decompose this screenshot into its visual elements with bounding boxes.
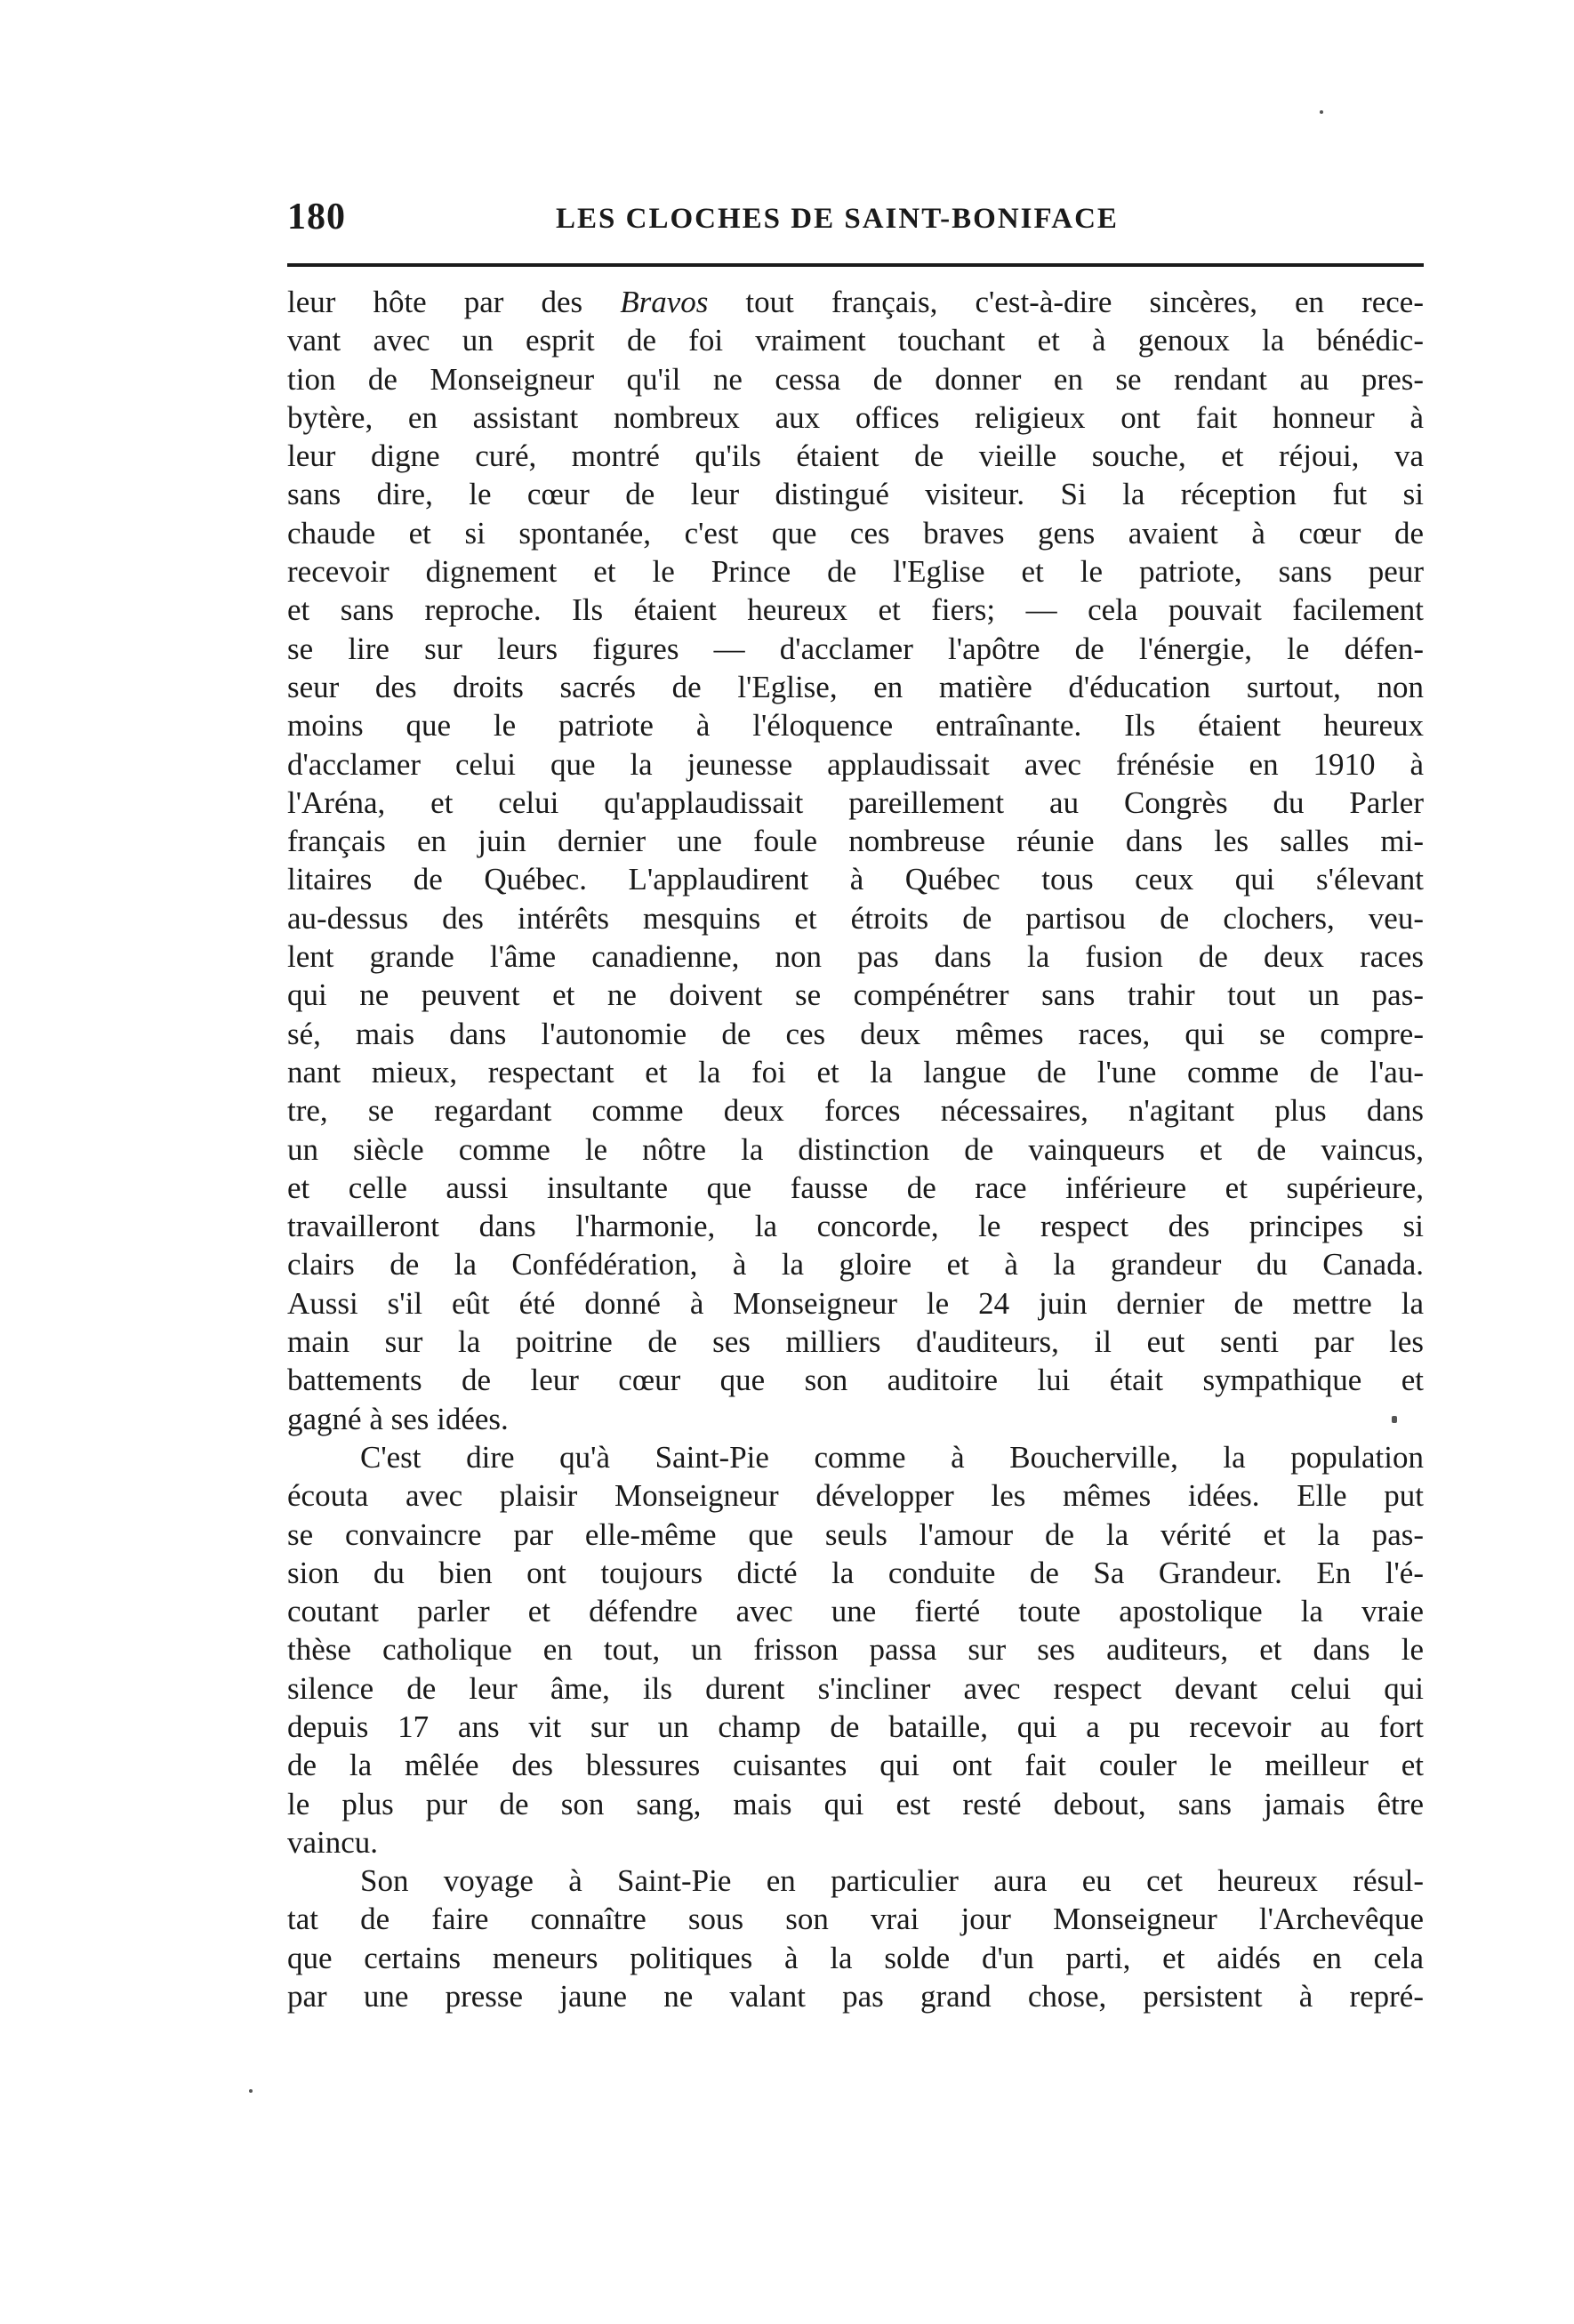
text-line: recevoir dignement et le Prince de l'Eglise et le patriote, sans peur	[287, 554, 1424, 590]
text-line: litaires de Québec. L'applaudirent à Québec tous ceux qui s'élevant	[287, 862, 1424, 897]
running-title: LES CLOCHES DE SAINT-BONIFACE	[556, 203, 1119, 235]
text-line: le plus pur de son sang, mais qui est resté debout, sans jamais être	[287, 1786, 1424, 1821]
text-line: et celle aussi insultante que fausse de race inférieure et supérieure,	[287, 1170, 1424, 1205]
text-line: sé, mais dans l'autonomie de ces deux mêmes races, qui se compre-	[287, 1016, 1424, 1051]
text-line: clairs de la Confédération, à la gloire et à la grandeur du Canada.	[287, 1247, 1424, 1283]
text-line: vaincu.	[287, 1824, 379, 1860]
text-line: bytère, en assistant nombreux aux offices religieux ont fait honneur à	[287, 399, 1424, 435]
text-line: leur digne curé, montré qu'ils étaient de vieille souche, et réjoui, va	[287, 438, 1424, 474]
text-line: sion du bien ont toujours dicté la conduite de Sa Grandeur. En l'é-	[287, 1555, 1424, 1590]
text-line: depuis 17 ans vit sur un champ de bataille, qui a pu recevoir au fort	[287, 1709, 1424, 1744]
text-line: thèse catholique en tout, un frisson passa sur ses auditeurs, et dans le	[287, 1632, 1424, 1668]
text-line: moins que le patriote à l'éloquence entraînante. Ils étaient heureux	[287, 708, 1424, 744]
page-header	[287, 189, 1424, 242]
italic-word: Bravos	[620, 285, 709, 319]
text-line: nant mieux, respectant et la foi et la langue de l'une comme de l'au-	[287, 1054, 1424, 1090]
scan-speck	[1392, 1416, 1397, 1423]
body-text	[287, 283, 1424, 2015]
text-line: tre, se regardant comme deux forces nécessaires, n'agitant plus dans	[287, 1093, 1424, 1129]
text-line: vant avec un esprit de foi vraiment touchant et à genoux la bénédic-	[287, 323, 1424, 358]
text-line: qui ne peuvent et ne doivent se compénétrer sans trahir tout un pas-	[287, 977, 1424, 1013]
text-line: tat de faire connaître sous son vrai jour Monseigneur l'Archevêque	[287, 1902, 1424, 1937]
text-line: leur hôte par des Bravos tout français, c'est-à-dire sincères, en rece-	[287, 285, 1424, 319]
text-line: se lire sur leurs figures — d'acclamer l'apôtre de l'énergie, le défen-	[287, 631, 1424, 666]
text-line: silence de leur âme, ils durent s'incliner avec respect devant celui qui	[287, 1670, 1424, 1706]
text-line: seur des droits sacrés de l'Eglise, en matière d'éducation surtout, non	[287, 669, 1424, 704]
page-number: 180	[287, 197, 346, 237]
text-line: chaude et si spontanée, c'est que ces braves gens avaient à cœur de	[287, 515, 1424, 551]
text-line: C'est dire qu'à Saint-Pie comme à Boucherville, la population	[360, 1439, 1424, 1475]
paragraph	[287, 283, 1424, 1438]
text-line: français en juin dernier une foule nombreuse réunie dans les salles mi-	[287, 824, 1424, 859]
text-line: Aussi s'il eût été donné à Monseigneur le 24 juin dernier de mettre la	[287, 1285, 1424, 1321]
text-line: lent grande l'âme canadienne, non pas dans la fusion de deux races	[287, 939, 1424, 975]
text-line: coutant parler et défendre avec une fierté toute apostolique la vraie	[287, 1594, 1424, 1629]
text-line: l'Aréna, et celui qu'applaudissait pareillement au Congrès du Parler	[287, 784, 1424, 820]
text-line: travailleront dans l'harmonie, la concorde, le respect des principes si	[287, 1209, 1424, 1244]
paragraph	[287, 1438, 1424, 1862]
text-line: d'acclamer celui que la jeunesse applaudissait avec frénésie en 1910 à	[287, 746, 1424, 782]
text-line: battements de leur cœur que son auditoire lui était sympathique et	[287, 1363, 1424, 1398]
text-line: un siècle comme le nôtre la distinction de vainqueurs et de vaincus,	[287, 1131, 1424, 1167]
text-line: par une presse jaune ne valant pas grand chose, persistent à repré-	[287, 1979, 1424, 2014]
text-line: et sans reproche. Ils étaient heureux et fiers; — cela pouvait facilement	[287, 592, 1424, 628]
scan-speck	[249, 2089, 253, 2093]
text-line: de la mêlée des blessures cuisantes qui ont fait couler le meilleur et	[287, 1748, 1424, 1783]
text-line: main sur la poitrine de ses milliers d'auditeurs, il eut senti par les	[287, 1324, 1424, 1360]
text-line: Son voyage à Saint-Pie en particulier aura eu cet heureux résul-	[360, 1863, 1424, 1899]
text-line: écouta avec plaisir Monseigneur développer les mêmes idées. Elle put	[287, 1478, 1424, 1514]
header-rule	[287, 263, 1424, 267]
scan-speck	[1320, 110, 1323, 114]
text-line: se convaincre par elle-même que seuls l'amour de la vérité et la pas-	[287, 1516, 1424, 1552]
text-line: sans dire, le cœur de leur distingué visiteur. Si la réception fut si	[287, 477, 1424, 512]
text-line: que certains meneurs politiques à la solde d'un parti, et aidés en cela	[287, 1940, 1424, 1975]
text-line: tion de Monseigneur qu'il ne cessa de donner en se rendant au pres-	[287, 361, 1424, 397]
text-line: au-dessus des intérêts mesquins et étroits de partisou de clochers, veu-	[287, 900, 1424, 936]
paragraph	[287, 1862, 1424, 2015]
text-line: gagné à ses idées.	[287, 1401, 509, 1436]
